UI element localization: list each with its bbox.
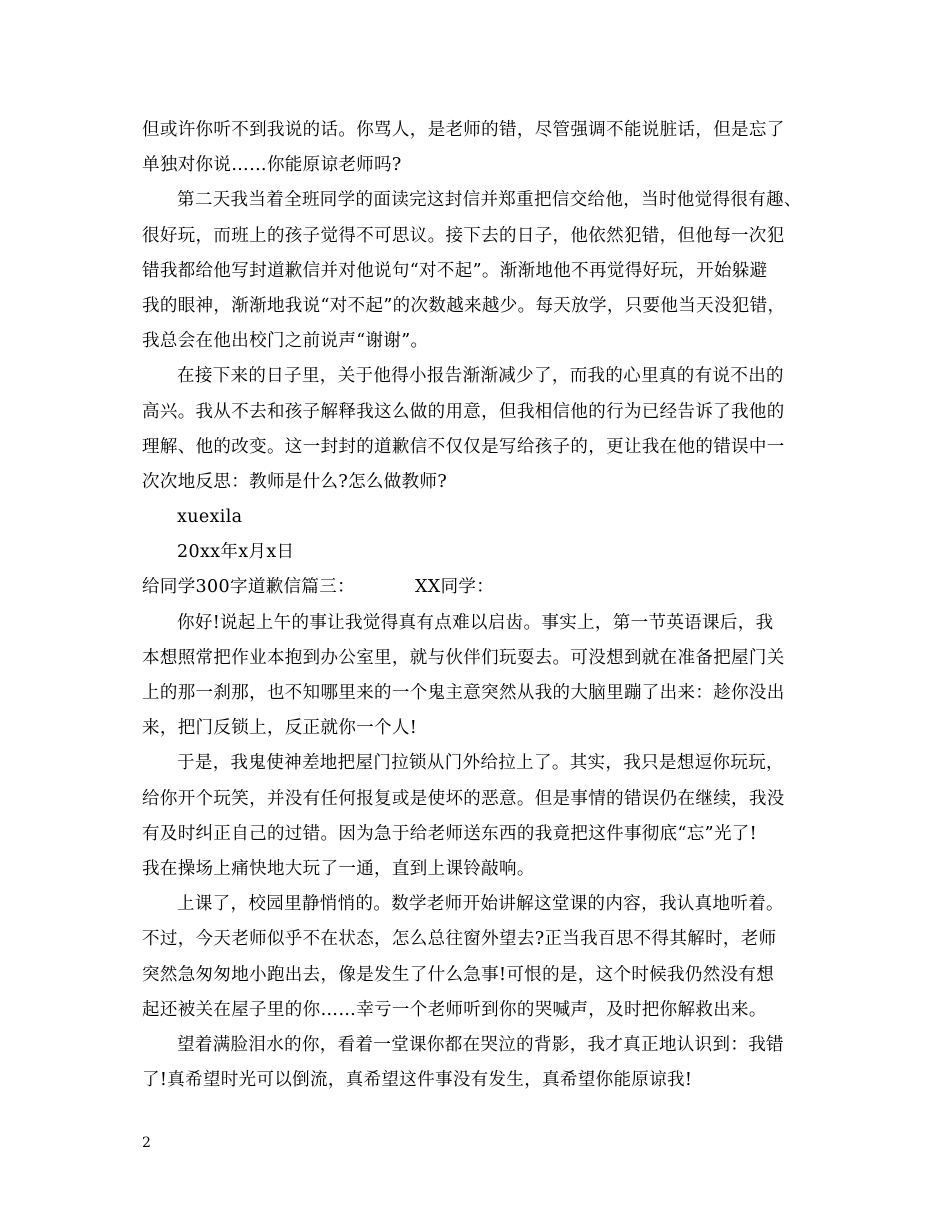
signature-date: 20xx年x月x日 [177, 542, 295, 563]
text-line: 你好!说起上午的事让我觉得真有点难以启齿。事实上，第一节英语课后，我 [177, 612, 774, 633]
text-line: 于是，我鬼使神差地把屋门拉锁从门外给拉上了。其实，我只是想逗你玩玩， [177, 753, 784, 774]
text-line: 错我都给他写封道歉信并对他说句“对不起”。渐渐地他不再觉得好玩，开始躲避 [142, 260, 768, 281]
text-line: 我总会在他出校门之前说声“谢谢”。 [142, 331, 429, 352]
letter-salutation: XX同学： [414, 577, 495, 598]
text-line: 上的那一刹那，也不知哪里来的一个鬼主意突然从我的大脑里蹦了出来：趁你没出 [142, 683, 785, 703]
text-line: 我的眼神，渐渐地我说“对不起”的次数越来越少。每天放学，只要他当天没犯错， [142, 295, 786, 316]
text-line: 突然急匆匆地小跑出去，像是发生了什么急事!可恨的是，这个时候我仍然没有想 [142, 964, 775, 985]
page-number: 2 [142, 1135, 151, 1151]
text-line: 单独对你说……你能原谅老师吗? [142, 155, 402, 176]
text-line: 不过，今天老师似乎不在状态，怎么总往窗外望去?正当我百思不得其解时，老师 [142, 929, 777, 950]
text-line: 了!真希望时光可以倒流，真希望这件事没有发生，真希望你能原谅我! [142, 1070, 693, 1091]
text-line: 很好玩，而班上的孩子觉得不可思议。接下去的日子，他依然犯错，但他每一次犯 [142, 225, 785, 246]
text-line: 来，把门反锁上，反正就你一个人! [142, 718, 418, 739]
body-text [142, 113, 832, 1098]
text-line: 望着满脸泪水的你，看着一堂课你都在哭泣的背影，我才真正地认识到：我错 [177, 1034, 784, 1055]
text-line: 次次地反思：教师是什么?怎么做教师? [142, 471, 448, 492]
text-line: 有及时纠正自己的过错。因为急于给老师送东西的我竟把这件事彻底“忘”光了! [142, 823, 758, 844]
text-line: 高兴。我从不去和孩子解释我这么做的用意，但我相信他的行为已经告诉了我他的 [142, 401, 785, 422]
text-line: 理解、他的改变。这一封封的道歉信不仅仅是写给孩子的，更让我在他的错误中一 [142, 436, 785, 457]
section-title: 给同学300字道歉信篇三： [142, 577, 355, 598]
text-line: 但或许你听不到我说的话。你骂人，是老师的错，尽管强调不能说脏话，但是忘了 [142, 120, 785, 140]
text-line: 给你开个玩笑，并没有任何报复或是使坏的恶意。但是事情的错误仍在继续，我没 [142, 788, 785, 809]
text-line: 第二天我当着全班同学的面读完这封信并郑重把信交给他，当时他觉得很有趣、 [177, 190, 802, 211]
text-line: 起还被关在屋子里的你……幸亏一个老师听到你的哭喊声，及时把你解救出来。 [142, 999, 767, 1020]
signature-name: xuexila [177, 507, 243, 528]
section-heading [142, 570, 832, 605]
text-line: 在接下来的日子里，关于他得小报告渐渐减少了，而我的心里真的有说不出的 [177, 366, 784, 387]
text-line: 上课了，校园里静悄悄的。数学老师开始讲解这堂课的内容，我认真地听着。 [177, 894, 784, 915]
text-line: 本想照常把作业本抱到办公室里，就与伙伴们玩耍去。可没想到就在准备把屋门关 [142, 647, 785, 668]
text-line: 我在操场上痛快地大玩了一通，直到上课铃敲响。 [142, 858, 535, 879]
